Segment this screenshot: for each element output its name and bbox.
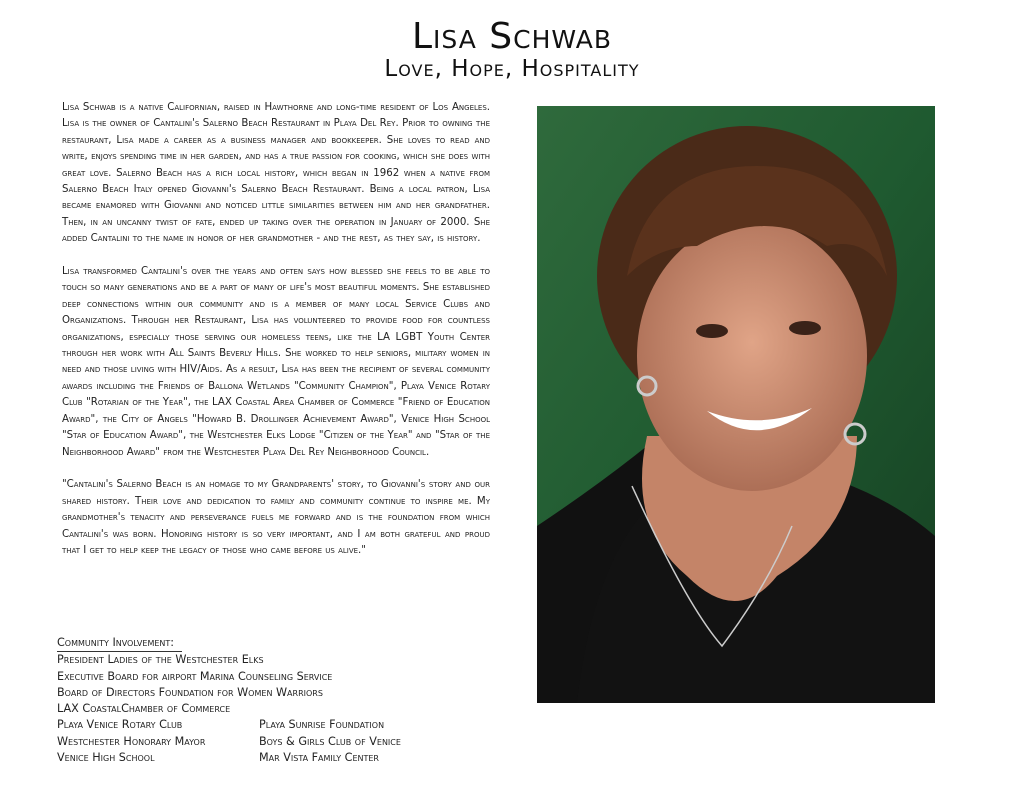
- involvement-heading: Community Involvement:: [57, 635, 182, 652]
- page-subtitle: Love, Hope, Hospitality: [384, 56, 640, 82]
- involvement-item: Playa Venice Rotary Club: [57, 718, 183, 732]
- portrait-photo: [537, 106, 935, 703]
- bio-paragraph: Lisa transformed Cantalini's over the years and often says how blessed she feels to be able to touch so many generations and be a part of many of life's most beautiful moments. She established deep connections within our community and is a member of many local Service Clubs and Organizations. Through her Restaurant, Lisa has volunteered to provide food for countless organizations, especially those serving our homeless teens, like the LA LGBT Youth Center through her work with All Saints Beverly Hills. She worked to help seniors, military women in need and those living with HIV/Aids. As a result, Lisa has been the recipient of several community awards including the Friends of Ballona Wetlands "Community Champion", Playa Venice Rotary Club "Rotarian of the Year", the LAX Coastal Area Chamber of Commerce "Friend of Education Award", the City of Angels "Howard B. Drollinger Achievement Award", Venice High School "Star of Education Award", the Westchester Elks Lodge "Citizen of the Year" and "Star of the Neighborhood Award" from the Westchester Playa Del Rey Neighborhood Council.: [62, 266, 490, 458]
- involvement-item: Executive Board for airport Marina Counseling Service: [57, 669, 333, 683]
- involvement-item: Playa Sunrise Foundation: [259, 718, 385, 732]
- page-title: Lisa Schwab: [411, 16, 613, 57]
- community-involvement: [57, 635, 401, 766]
- involvement-item: Board of Directors Foundation for Women Warriors: [57, 685, 323, 699]
- involvement-item: Westchester Honorary Mayor: [57, 734, 206, 748]
- bio-paragraph: Lisa Schwab is a native Californian, raised in Hawthorne and long-time resident of Los Angeles. Lisa is the owner of Cantalini's Salerno Beach Restaurant in Playa Del Rey. Prior to owning the restaurant, Lisa made a career as a business manager and bookkeeper. She loves to read and write, enjoys spending time in her garden, and has a true passion for cooking, which she does with great love. Salerno Beach has a rich local history, which began in 1962 when a native from Salerno Beach Italy opened Giovanni's Salerno Beach Restaurant. Being a local patron, Lisa became enamored with Giovanni and noticed little similarities between him and her grandfather. Then, in an uncanny twist of fate, ended up taking over the operation in January of 2000. She added Cantalini to the name in honor of her grandmother - and the rest, as they say, is history.: [62, 102, 490, 245]
- biography: [62, 100, 490, 576]
- involvement-item: President Ladies of the Westchester Elks: [57, 653, 264, 667]
- involvement-item: Mar Vista Family Center: [259, 751, 379, 765]
- involvement-item: Venice High School: [57, 751, 155, 765]
- involvement-item: Boys & Girls Club of Venice: [259, 734, 401, 748]
- involvement-item: LAX CoastalChamber of Commerce: [57, 702, 231, 716]
- bio-quote: "Cantalini's Salerno Beach is an homage to my Grandparents' story, to Giovanni's story and our shared history. Their love and dedication to family and community continue to inspire me. My grandmother's tenacity and perseverance fuels me forward and is the foundation from which Cantalini's was born. Honoring history is so very important, and I am both grateful and proud that I get to help keep the legacy of those who came before us alive.": [62, 479, 490, 556]
